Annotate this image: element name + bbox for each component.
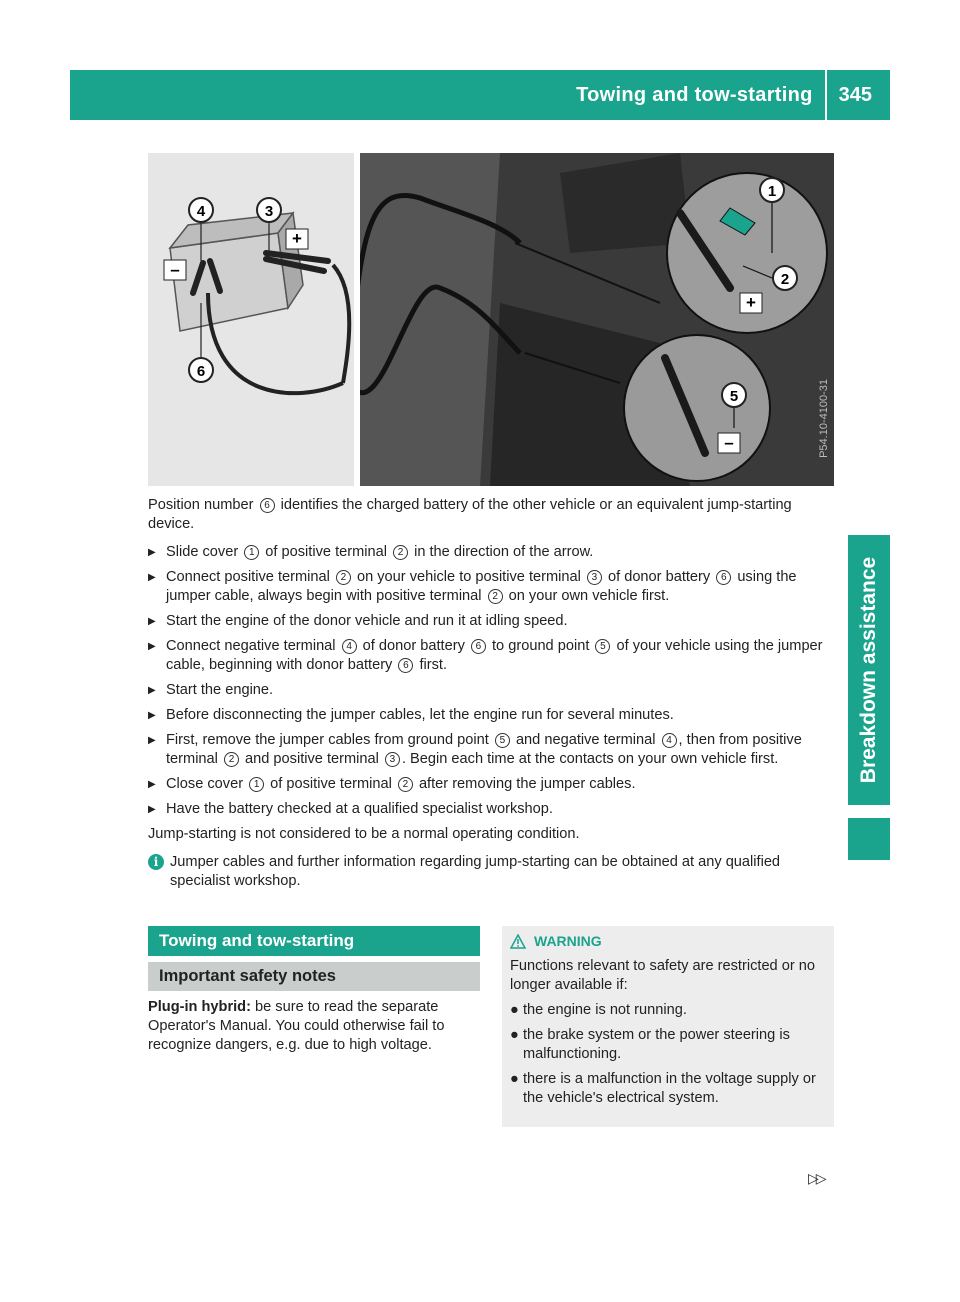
intro-paragraph	[148, 496, 834, 534]
hybrid-note	[148, 998, 480, 1055]
instruction-step: ▶ Start the engine of the donor vehicle and run it at idling speed.	[148, 613, 568, 629]
intro-text-start: Position number	[148, 497, 254, 513]
callout-reference: 3	[385, 752, 400, 767]
callout-reference: 2	[224, 752, 239, 767]
step-list	[148, 543, 834, 819]
intro-text-end: identifies the charged battery of the other vehicle or an equivalent jump-starting device.	[148, 497, 792, 532]
step-arrow-icon: ▶	[148, 685, 156, 696]
callout-4: 4	[196, 203, 206, 220]
callout-reference: 1	[244, 545, 259, 560]
engine-bay-panel	[360, 153, 834, 486]
chapter-marker	[848, 818, 890, 860]
callout-6: 6	[196, 363, 206, 380]
instruction-step: ▶ Slide cover 1 of positive terminal 2 in the direction of the arrow.	[148, 544, 594, 560]
callout-reference: 2	[398, 777, 413, 792]
info-icon: i	[148, 854, 164, 870]
step-arrow-icon: ▶	[148, 547, 156, 558]
step-arrow-icon: ▶	[148, 779, 156, 790]
vehicle-plus-sign: +	[746, 293, 756, 312]
instruction-step: ▶ Connect negative terminal 4 of donor battery 6 to ground point 5 of your vehicle using the jumper cable, beginning with donor battery 6 first.	[148, 638, 823, 673]
battery-plus-sign: +	[292, 229, 302, 248]
instruction-step: ▶ Close cover 1 of positive terminal 2 after removing the jumper cables.	[148, 776, 636, 792]
engine-bay-drawing	[360, 153, 834, 486]
info-text: Jumper cables and further information regarding jump-starting can be obtained at any qualified specialist workshop.	[170, 854, 781, 889]
callout-2: 2	[780, 271, 790, 288]
instruction-step: ▶ First, remove the jumper cables from ground point 5 and negative terminal 4 , then from positive terminal 2 and positive terminal 3 . Begin each time at the contacts on your own vehicle first.	[148, 732, 802, 767]
callout-reference: 6	[716, 570, 731, 585]
warning-bullet: ● there is a malfunction in the voltage supply or the vehicle's electrical system.	[510, 1071, 816, 1106]
note-paragraph: Jump-starting is not considered to be a normal operating condition.	[148, 826, 580, 842]
subsection-heading: Important safety notes	[148, 962, 480, 991]
hybrid-label: Plug-in hybrid:	[148, 999, 251, 1015]
continue-icon: ▷▷	[808, 1170, 824, 1186]
callout-reference: 2	[488, 589, 503, 604]
jump-start-illustration	[148, 153, 834, 486]
step-arrow-icon: ▶	[148, 710, 156, 721]
figure-code: P54.10-4100-31	[818, 379, 830, 458]
instruction-step: ▶ Have the battery checked at a qualified specialist workshop.	[148, 801, 553, 817]
step-arrow-icon: ▶	[148, 804, 156, 815]
instruction-step: ▶ Connect positive terminal 2 on your vehicle to positive terminal 3 of donor battery 6 using the jumper cable, always begin with positive terminal 2 on your own vehicle first.	[148, 569, 797, 604]
callout-reference: 3	[587, 570, 602, 585]
page-header	[70, 70, 890, 120]
step-arrow-icon: ▶	[148, 641, 156, 652]
page-number: 345	[838, 83, 872, 106]
step-arrow-icon: ▶	[148, 572, 156, 583]
instructions	[148, 496, 834, 891]
warning-label: WARNING	[534, 933, 602, 949]
callout-reference: 2	[393, 545, 408, 560]
warning-triangle-icon	[510, 934, 526, 949]
intro-number: 6	[260, 498, 275, 513]
warning-heading	[510, 932, 826, 951]
callout-reference: 4	[662, 733, 677, 748]
callout-1: 1	[767, 183, 777, 200]
donor-battery-panel	[148, 153, 354, 486]
callout-reference: 1	[249, 777, 264, 792]
section-heading: Towing and tow-starting	[148, 926, 480, 956]
battery-minus-sign: –	[170, 260, 180, 279]
warning-box	[502, 926, 834, 1127]
callout-reference: 5	[595, 639, 610, 654]
callout-5: 5	[729, 388, 739, 405]
donor-battery-drawing	[148, 153, 354, 486]
callout-reference: 6	[471, 639, 486, 654]
warning-bullet: ● the brake system or the power steering is malfunctioning.	[510, 1027, 790, 1062]
hybrid-text: be sure to read the separate Operator's Manual. You could otherwise fail to recognize dangers, e.g. due to high voltage.	[148, 999, 445, 1053]
step-arrow-icon: ▶	[148, 735, 156, 746]
callout-reference: 5	[495, 733, 510, 748]
callout-reference: 2	[336, 570, 351, 585]
instruction-step: ▶ Before disconnecting the jumper cables, let the engine run for several minutes.	[148, 707, 674, 723]
chapter-tab-label: Breakdown assistance	[857, 556, 880, 784]
chapter-tab	[848, 535, 890, 805]
callout-reference: 4	[342, 639, 357, 654]
header-title: Towing and tow-starting	[576, 83, 813, 106]
warning-body: Functions relevant to safety are restricted or no longer available if:	[510, 958, 815, 993]
instruction-step: ▶ Start the engine.	[148, 682, 274, 698]
callout-3: 3	[264, 203, 274, 220]
vehicle-minus-sign: –	[724, 433, 734, 452]
step-arrow-icon: ▶	[148, 616, 156, 627]
warning-bullet: ● the engine is not running.	[510, 1002, 687, 1018]
info-note	[148, 853, 834, 891]
callout-reference: 6	[398, 658, 413, 673]
